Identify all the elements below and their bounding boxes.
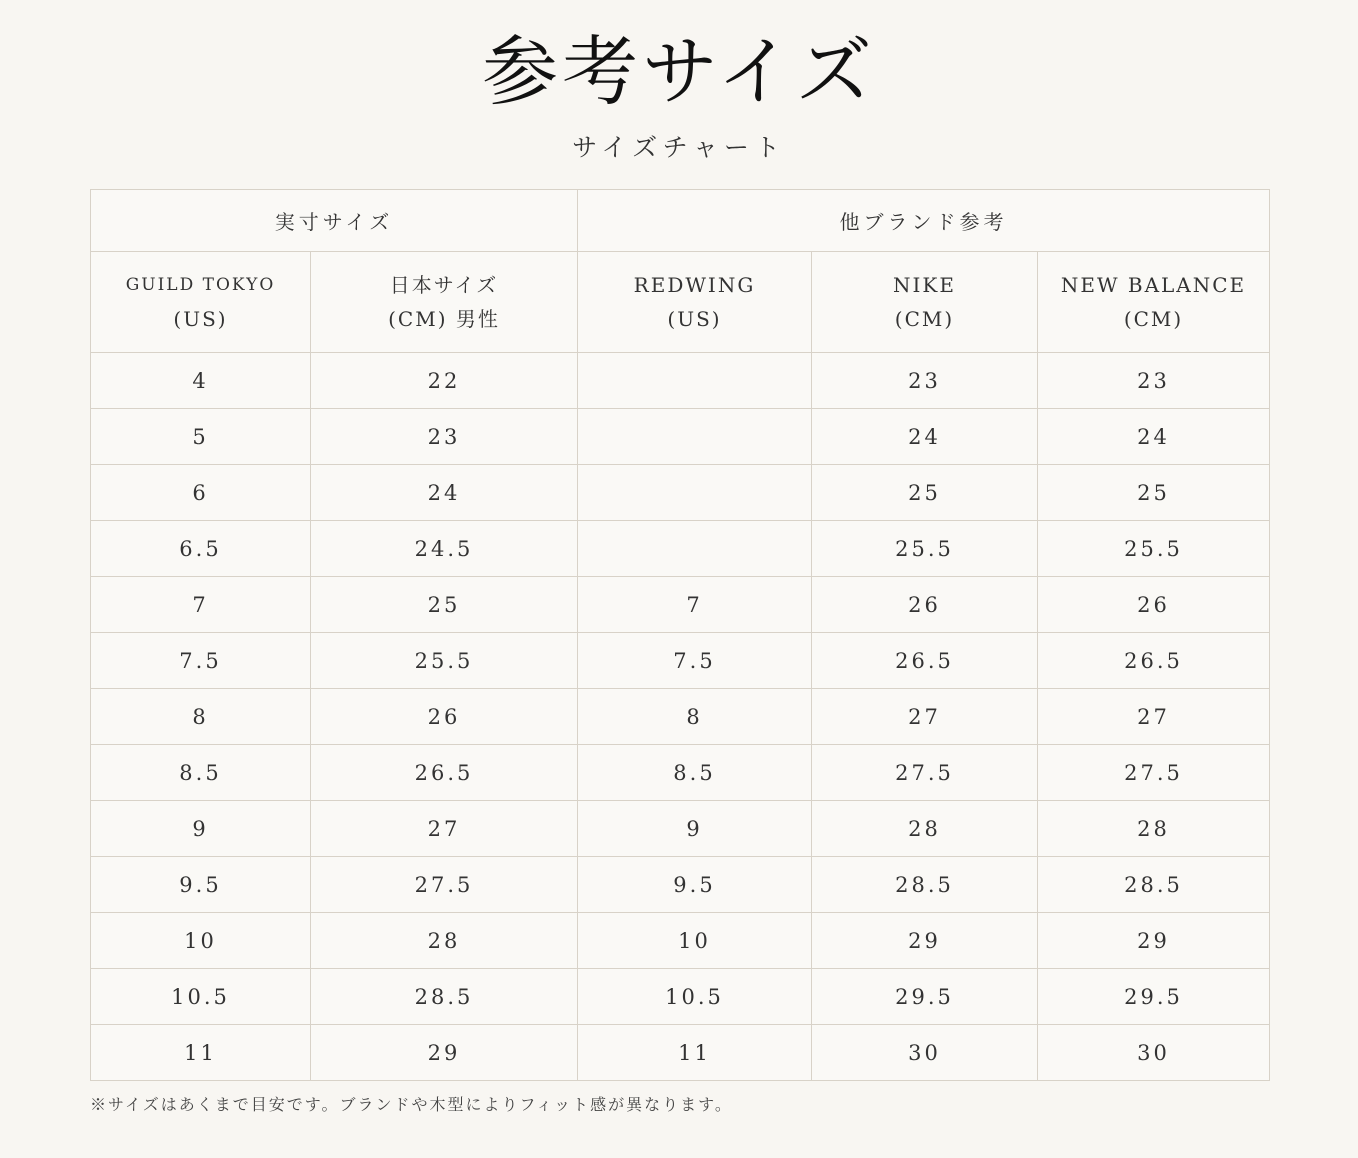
cell-guild-tokyo: 6 [91,465,311,521]
group-header-other-brands: 他ブランド参考 [578,190,1270,252]
column-header-redwing [578,252,812,353]
cell-redwing: 10.5 [578,969,812,1025]
table-row [91,913,1270,969]
cell-japan-size: 28 [311,913,578,969]
cell-japan-size: 25 [311,577,578,633]
page-subtitle: サイズチャート [572,133,786,162]
size-note: ※サイズはあくまで目安です。ブランドや木型によりフィット感が異なります。 [90,1095,733,1114]
cell-nike: 30 [812,1025,1038,1081]
cell-nike: 29.5 [812,969,1038,1025]
column-header-japan-size [311,252,578,353]
cell-guild-tokyo: 11 [91,1025,311,1081]
cell-new-balance: 27 [1038,689,1270,745]
cell-redwing: 8 [578,689,812,745]
cell-redwing: 7.5 [578,633,812,689]
column-header-row [91,252,1270,353]
cell-new-balance: 24 [1038,409,1270,465]
cell-redwing [578,353,812,409]
column-header-label: 日本サイズ [389,273,499,297]
cell-redwing [578,465,812,521]
cell-nike: 27.5 [812,745,1038,801]
cell-new-balance: 28 [1038,801,1270,857]
cell-new-balance: 25.5 [1038,521,1270,577]
table-row [91,857,1270,913]
table-row [91,465,1270,521]
cell-new-balance: 26.5 [1038,633,1270,689]
cell-nike: 23 [812,353,1038,409]
cell-japan-size: 25.5 [311,633,578,689]
cell-redwing [578,409,812,465]
group-header-row [91,190,1270,252]
cell-new-balance: 28.5 [1038,857,1270,913]
cell-new-balance: 25 [1038,465,1270,521]
cell-nike: 25 [812,465,1038,521]
cell-guild-tokyo: 4 [91,353,311,409]
cell-japan-size: 24 [311,465,578,521]
cell-redwing [578,521,812,577]
cell-japan-size: 23 [311,409,578,465]
table-row [91,577,1270,633]
table-row [91,689,1270,745]
cell-new-balance: 27.5 [1038,745,1270,801]
group-header-actual-size: 実寸サイズ [91,190,578,252]
cell-japan-size: 26 [311,689,578,745]
column-header-label: GUILD TOKYO [125,275,276,295]
cell-new-balance: 29.5 [1038,969,1270,1025]
table-row [91,633,1270,689]
size-chart-body [91,353,1270,1081]
cell-guild-tokyo: 6.5 [91,521,311,577]
cell-guild-tokyo: 8.5 [91,745,311,801]
cell-japan-size: 22 [311,353,578,409]
table-row [91,1025,1270,1081]
size-chart-table [90,189,1270,1081]
column-header-unit: (US) [173,307,228,331]
cell-guild-tokyo: 9.5 [91,857,311,913]
cell-japan-size: 24.5 [311,521,578,577]
cell-guild-tokyo: 10 [91,913,311,969]
cell-new-balance: 26 [1038,577,1270,633]
cell-redwing: 9 [578,801,812,857]
column-header-nike [812,252,1038,353]
cell-nike: 28.5 [812,857,1038,913]
table-row [91,353,1270,409]
column-header-new-balance [1038,252,1270,353]
cell-nike: 26.5 [812,633,1038,689]
column-header-unit: (CM) [1123,307,1184,331]
column-header-label: NIKE [893,273,956,297]
cell-guild-tokyo: 7 [91,577,311,633]
cell-redwing: 8.5 [578,745,812,801]
column-header-label: NEW BALANCE [1060,273,1247,297]
table-row [91,409,1270,465]
cell-new-balance: 29 [1038,913,1270,969]
cell-redwing: 7 [578,577,812,633]
table-row [91,801,1270,857]
cell-redwing: 10 [578,913,812,969]
cell-redwing: 9.5 [578,857,812,913]
column-header-unit: (US) [667,307,722,331]
cell-nike: 26 [812,577,1038,633]
cell-guild-tokyo: 5 [91,409,311,465]
cell-new-balance: 30 [1038,1025,1270,1081]
column-header-unit: (CM) 男性 [388,307,500,331]
column-header-label: REDWING [633,273,756,297]
cell-nike: 28 [812,801,1038,857]
cell-new-balance: 23 [1038,353,1270,409]
cell-guild-tokyo: 10.5 [91,969,311,1025]
cell-guild-tokyo: 9 [91,801,311,857]
cell-guild-tokyo: 7.5 [91,633,311,689]
table-row [91,969,1270,1025]
table-row [91,521,1270,577]
cell-redwing: 11 [578,1025,812,1081]
cell-japan-size: 26.5 [311,745,578,801]
cell-japan-size: 27.5 [311,857,578,913]
table-row [91,745,1270,801]
cell-japan-size: 27 [311,801,578,857]
page-title: 参考サイズ [482,27,876,116]
cell-japan-size: 29 [311,1025,578,1081]
cell-nike: 24 [812,409,1038,465]
cell-guild-tokyo: 8 [91,689,311,745]
cell-nike: 29 [812,913,1038,969]
cell-nike: 25.5 [812,521,1038,577]
cell-japan-size: 28.5 [311,969,578,1025]
column-header-unit: (CM) [894,307,955,331]
cell-nike: 27 [812,689,1038,745]
column-header-guild-tokyo [91,252,311,353]
